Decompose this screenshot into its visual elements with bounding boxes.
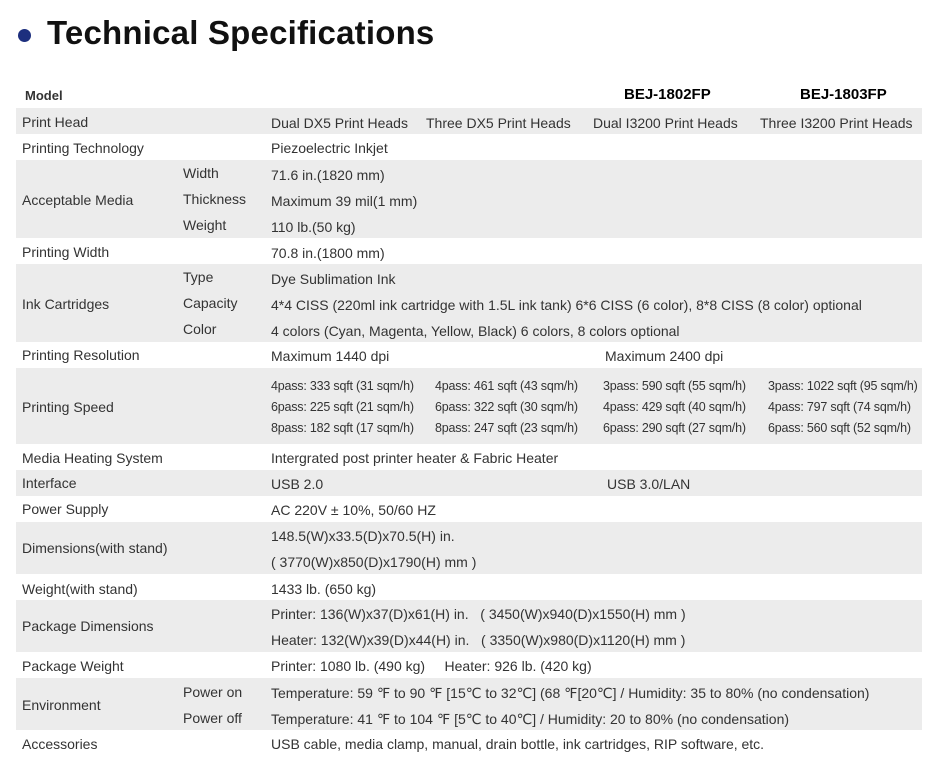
media-weight-value: 110 lb.(50 kg): [271, 219, 356, 235]
speed-cell: 4pass: 797 sqft (74 sqm/h): [768, 400, 911, 414]
power-supply-row: [16, 496, 922, 522]
printing-speed-row: [16, 368, 922, 444]
weight-value: 1433 lb. (650 kg): [271, 581, 377, 597]
acceptable-media-label: Acceptable Media: [22, 192, 134, 208]
power-supply-value: AC 220V ± 10%, 50/60 HZ: [271, 502, 436, 518]
printing-speed-label: Printing Speed: [22, 399, 114, 415]
power-supply-label: Power Supply: [22, 501, 109, 517]
interface-row: [16, 470, 922, 496]
interface-label: Interface: [22, 475, 77, 491]
speed-cell: 4pass: 333 sqft (31 sqm/h): [271, 379, 414, 393]
accessories-row: [16, 730, 922, 756]
title-block: [18, 10, 434, 56]
ink-type-value: Dye Sublimation Ink: [271, 271, 396, 287]
acceptable-media-row: [16, 160, 922, 238]
model-name-1802fp: BEJ-1802FP: [624, 86, 711, 103]
print-head-value-2: Three DX5 Print Heads: [426, 115, 571, 131]
ink-color-label: Color: [183, 321, 217, 337]
printing-width-row: [16, 238, 922, 264]
printing-resolution-value-2: Maximum 2400 dpi: [605, 348, 724, 364]
printing-resolution-label: Printing Resolution: [22, 347, 140, 363]
package-dimensions-printer: Printer: 136(W)x37(D)x61(H) in. ( 3450(W)x940(D)x1550(H) mm ): [271, 606, 686, 622]
power-off-value: Temperature: 41 ℉ to 104 ℉ [5℃ to 40℃] / Humidity: 20 to 80% (no condensation): [271, 711, 790, 727]
speed-cell: 4pass: 429 sqft (40 sqm/h): [603, 400, 746, 414]
printing-technology-value: Piezoelectric Inkjet: [271, 140, 388, 156]
environment-row: [16, 678, 922, 730]
media-width-label: Width: [183, 165, 219, 181]
print-head-value-4: Three I3200 Print Heads: [760, 115, 913, 131]
speed-cell: 6pass: 290 sqft (27 sqm/h): [603, 421, 746, 435]
ink-capacity-label: Capacity: [183, 295, 238, 311]
dimensions-value-mm: ( 3770(W)x850(D)x1790(H) mm ): [271, 554, 477, 570]
model-label: Model: [25, 88, 63, 103]
page-title: Technical Specifications: [47, 14, 435, 51]
package-dimensions-label: Package Dimensions: [22, 618, 154, 634]
speed-cell: 6pass: 560 sqft (52 sqm/h): [768, 421, 911, 435]
speed-cell: 6pass: 322 sqft (30 sqm/h): [435, 400, 578, 414]
interface-value-1: USB 2.0: [271, 476, 324, 492]
printing-resolution-value-1: Maximum 1440 dpi: [271, 348, 390, 364]
speed-cell: 4pass: 461 sqft (43 sqm/h): [435, 379, 578, 393]
media-heating-value: Intergrated post printer heater & Fabric Heater: [271, 450, 559, 466]
model-row: [16, 82, 922, 108]
print-head-value-3: Dual I3200 Print Heads: [593, 115, 738, 131]
ink-cartridges-label: Ink Cartridges: [22, 296, 110, 312]
model-name-1803fp: BEJ-1803FP: [800, 86, 887, 103]
package-dimensions-heater: Heater: 132(W)x39(D)x44(H) in. ( 3350(W)x980(D)x1120(H) mm ): [271, 632, 686, 648]
dimensions-row: [16, 522, 922, 574]
media-width-value: 71.6 in.(1820 mm): [271, 167, 385, 183]
printing-technology-row: [16, 134, 922, 160]
spec-table: [16, 82, 922, 756]
media-thickness-label: Thickness: [183, 191, 247, 207]
accessories-value: USB cable, media clamp, manual, drain bottle, ink cartridges, RIP software, etc.: [271, 736, 765, 752]
speed-cell: 6pass: 225 sqft (21 sqm/h): [271, 400, 414, 414]
speed-cell: 8pass: 182 sqft (17 sqm/h): [271, 421, 414, 435]
ink-color-value: 4 colors (Cyan, Magenta, Yellow, Black) 6 colors, 8 colors optional: [271, 323, 680, 339]
power-on-label: Power on: [183, 684, 243, 700]
ink-cartridges-row: [16, 264, 922, 342]
media-heating-label: Media Heating System: [22, 450, 163, 466]
printing-width-label: Printing Width: [22, 244, 110, 260]
dimensions-label: Dimensions(with stand): [22, 540, 168, 556]
media-thickness-value: Maximum 39 mil(1 mm): [271, 193, 418, 209]
interface-value-2: USB 3.0/LAN: [607, 476, 691, 492]
package-weight-label: Package Weight: [22, 658, 124, 674]
media-heating-row: [16, 444, 922, 470]
print-head-row: [16, 108, 922, 134]
print-head-label: Print Head: [22, 114, 89, 130]
speed-cell: 3pass: 590 sqft (55 sqm/h): [603, 379, 746, 393]
print-head-value-1: Dual DX5 Print Heads: [271, 115, 408, 131]
speed-cell: 3pass: 1022 sqft (95 sqm/h): [768, 379, 918, 393]
weight-row: [16, 574, 922, 600]
accessories-label: Accessories: [22, 736, 98, 752]
ink-capacity-value: 4*4 CISS (220ml ink cartridge with 1.5L ink tank) 6*6 CISS (6 color), 8*8 CISS (8 color) optional: [271, 297, 862, 313]
media-weight-label: Weight: [183, 217, 227, 233]
power-off-label: Power off: [183, 710, 242, 726]
ink-type-label: Type: [183, 269, 214, 285]
package-weight-value: Printer: 1080 lb. (490 kg) Heater: 926 lb. (420 kg): [271, 658, 592, 674]
package-weight-row: [16, 652, 922, 678]
printing-resolution-row: [16, 342, 922, 368]
speed-cell: 8pass: 247 sqft (23 sqm/h): [435, 421, 578, 435]
package-dimensions-row: [16, 600, 922, 652]
dimensions-value-in: 148.5(W)x33.5(D)x70.5(H) in.: [271, 528, 455, 544]
environment-label: Environment: [22, 697, 101, 713]
weight-label: Weight(with stand): [22, 581, 138, 597]
bullet-dot-icon: [18, 29, 31, 42]
power-on-value: Temperature: 59 ℉ to 90 ℉ [15℃ to 32℃] (68 ℉[20℃] / Humidity: 35 to 80% (no condensation): [271, 685, 870, 701]
printing-technology-label: Printing Technology: [22, 140, 144, 156]
printing-width-value: 70.8 in.(1800 mm): [271, 245, 385, 261]
